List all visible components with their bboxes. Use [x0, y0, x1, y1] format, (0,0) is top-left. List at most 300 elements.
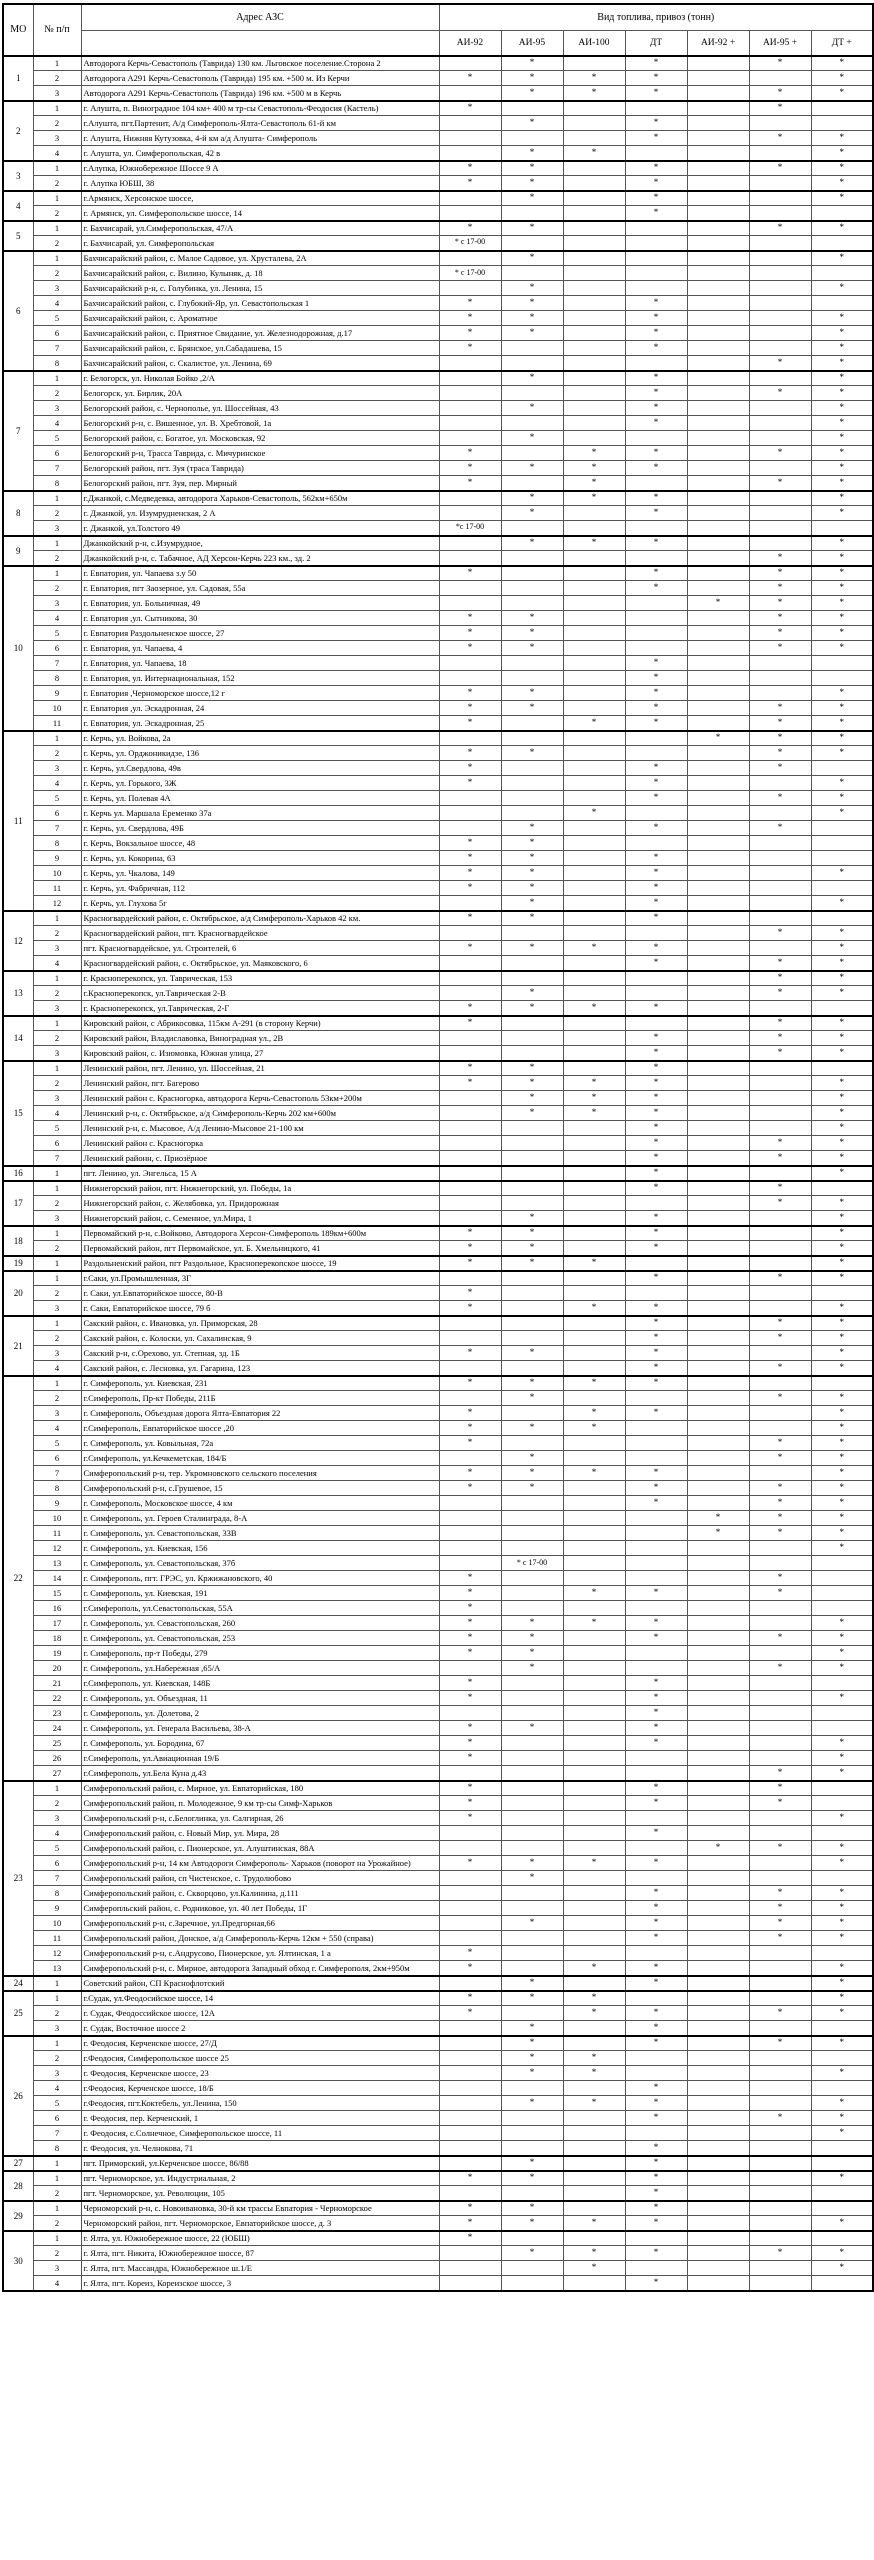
fuel-empty-cell [687, 1001, 749, 1016]
fuel-empty-cell [749, 491, 811, 506]
fuel-empty-cell [439, 1316, 501, 1331]
row-number-cell: 4 [33, 1826, 81, 1841]
fuel-available-cell: * [625, 536, 687, 551]
fuel-available-cell: * [625, 401, 687, 416]
fuel-available-cell: * [811, 341, 873, 356]
fuel-available-cell: * [625, 911, 687, 926]
fuel-empty-cell [811, 1586, 873, 1601]
fuel-available-cell: * [749, 221, 811, 236]
fuel-empty-cell [749, 1121, 811, 1136]
station-address-cell: г. Бахчисарай, ул. Симферопольская [81, 236, 439, 251]
fuel-empty-cell [625, 836, 687, 851]
fuel-available-cell: * [439, 1286, 501, 1301]
row-number-cell: 10 [33, 701, 81, 716]
fuel-empty-cell [501, 596, 563, 611]
fuel-available-cell: * [811, 1271, 873, 1286]
fuel-empty-cell [687, 1346, 749, 1361]
fuel-empty-cell [501, 1796, 563, 1811]
fuel-empty-cell [749, 236, 811, 251]
fuel-empty-cell [687, 896, 749, 911]
fuel-available-cell: * [687, 596, 749, 611]
fuel-available-cell: * [749, 581, 811, 596]
station-address-cell: Бахчисарайский район, с. Вилино, Кулыняк, д. 18 [81, 266, 439, 281]
fuel-available-cell: * [439, 101, 501, 116]
row-number-cell: 1 [33, 2171, 81, 2186]
mo-cell: 5 [3, 221, 33, 251]
fuel-empty-cell [811, 1286, 873, 1301]
fuel-available-cell: * [501, 401, 563, 416]
station-address-cell: Сакский р-н, с.Орехово, ул. Степная, зд. 1Б [81, 1346, 439, 1361]
table-row [3, 341, 873, 356]
row-number-cell: 9 [33, 686, 81, 701]
table-row [3, 986, 873, 1001]
table-row [3, 176, 873, 191]
fuel-available-cell: * [501, 836, 563, 851]
fuel-empty-cell [687, 1556, 749, 1571]
row-number-cell: 4 [33, 2081, 81, 2096]
header-mo: МО [3, 4, 33, 56]
fuel-empty-cell [749, 656, 811, 671]
row-number-cell: 4 [33, 146, 81, 161]
mo-cell: 12 [3, 911, 33, 971]
fuel-empty-cell [687, 611, 749, 626]
fuel-empty-cell [563, 1061, 625, 1076]
fuel-available-cell: * [749, 2111, 811, 2126]
fuel-empty-cell [687, 2201, 749, 2216]
fuel-empty-cell [563, 1226, 625, 1241]
table-row [3, 1361, 873, 1376]
fuel-available-cell: * [625, 446, 687, 461]
fuel-empty-cell [439, 356, 501, 371]
fuel-available-cell: * [811, 416, 873, 431]
mo-cell: 26 [3, 2036, 33, 2156]
table-row [3, 101, 873, 116]
fuel-available-cell: * [811, 1046, 873, 1061]
row-number-cell: 5 [33, 1121, 81, 1136]
fuel-available-cell: * [501, 1661, 563, 1676]
fuel-empty-cell [563, 1796, 625, 1811]
fuel-empty-cell [749, 806, 811, 821]
fuel-available-cell: * [811, 731, 873, 746]
fuel-available-cell: * [501, 1376, 563, 1391]
fuel-empty-cell [439, 2276, 501, 2291]
table-row [3, 356, 873, 371]
table-row [3, 1421, 873, 1436]
fuel-empty-cell [749, 1211, 811, 1226]
table-row [3, 926, 873, 941]
fuel-empty-cell [749, 1241, 811, 1256]
station-address-cell: пгт. Приморский, ул.Керченское шоссе, 86/88 [81, 2156, 439, 2171]
fuel-available-cell: * [439, 176, 501, 191]
fuel-empty-cell [563, 1211, 625, 1226]
fuel-available-cell: * [563, 716, 625, 731]
fuel-empty-cell [439, 206, 501, 221]
table-row [3, 1766, 873, 1781]
fuel-available-cell: * [439, 1856, 501, 1871]
fuel-empty-cell [439, 416, 501, 431]
fuel-available-cell: * [625, 1496, 687, 1511]
station-address-cell: г. Керчь ул. Маршала Еременко 37а [81, 806, 439, 821]
table-row [3, 2081, 873, 2096]
fuel-empty-cell [811, 2141, 873, 2156]
station-address-cell: Автодорога А291 Керчь-Севастополь (Таврида) 195 км. +500 м. Из Керчи [81, 71, 439, 86]
fuel-empty-cell [625, 611, 687, 626]
fuel-empty-cell [687, 2246, 749, 2261]
fuel-empty-cell [687, 791, 749, 806]
fuel-empty-cell [687, 1856, 749, 1871]
row-number-cell: 10 [33, 866, 81, 881]
fuel-empty-cell [625, 236, 687, 251]
fuel-empty-cell [501, 2186, 563, 2201]
fuel-empty-cell [687, 1196, 749, 1211]
fuel-available-cell: * [439, 1691, 501, 1706]
fuel-empty-cell [687, 146, 749, 161]
table-row [3, 146, 873, 161]
fuel-empty-cell [625, 2051, 687, 2066]
fuel-empty-cell [501, 1301, 563, 1316]
table-row [3, 1106, 873, 1121]
fuel-empty-cell [563, 2036, 625, 2051]
fuel-empty-cell [749, 521, 811, 536]
fuel-available-cell: * [749, 1931, 811, 1946]
fuel-empty-cell [625, 731, 687, 746]
fuel-empty-cell [749, 116, 811, 131]
fuel-empty-cell [687, 236, 749, 251]
fuel-available-cell: * [501, 701, 563, 716]
fuel-empty-cell [687, 1811, 749, 1826]
row-number-cell: 2 [33, 1031, 81, 1046]
fuel-empty-cell [687, 356, 749, 371]
row-number-cell: 2 [33, 2006, 81, 2021]
fuel-available-cell: * [625, 1406, 687, 1421]
station-address-cell: Автодорога А291 Керчь-Севастополь (Таврида) 196 км. +500 м в Керчь [81, 86, 439, 101]
row-number-cell: 3 [33, 2021, 81, 2036]
fuel-empty-cell [501, 131, 563, 146]
fuel-available-cell: * [749, 986, 811, 1001]
fuel-empty-cell [811, 2201, 873, 2216]
fuel-available-cell: * [439, 776, 501, 791]
station-address-cell: г. Евпатория, пгт Заозерное, ул. Садовая, 55а [81, 581, 439, 596]
fuel-empty-cell [811, 2186, 873, 2201]
fuel-empty-cell [563, 776, 625, 791]
row-number-cell: 14 [33, 1571, 81, 1586]
row-number-cell: 8 [33, 2141, 81, 2156]
fuel-empty-cell [439, 551, 501, 566]
table-row [3, 701, 873, 716]
station-address-cell: Кировский район, Владиславовка, Виноградная ул., 2В [81, 1031, 439, 1046]
fuel-empty-cell [501, 926, 563, 941]
fuel-available-cell: * [501, 1076, 563, 1091]
fuel-empty-cell [439, 1976, 501, 1991]
station-address-cell: Белогорский р-н, с. Вишенное, ул. В. Хребтовой, 1а [81, 416, 439, 431]
fuel-available-cell: * [749, 356, 811, 371]
fuel-available-cell: * [811, 71, 873, 86]
fuel-available-cell: * [625, 776, 687, 791]
fuel-empty-cell [563, 1556, 625, 1571]
fuel-available-cell: * [439, 1421, 501, 1436]
fuel-empty-cell [563, 1571, 625, 1586]
fuel-empty-cell [563, 551, 625, 566]
fuel-available-cell: * [811, 1511, 873, 1526]
fuel-available-cell: * [439, 1076, 501, 1091]
fuel-available-cell: * [501, 1106, 563, 1121]
fuel-available-cell: * [625, 2156, 687, 2171]
mo-cell: 10 [3, 566, 33, 731]
fuel-available-cell: * [439, 1796, 501, 1811]
fuel-empty-cell [563, 1541, 625, 1556]
fuel-empty-cell [749, 2261, 811, 2276]
mo-cell: 13 [3, 971, 33, 1016]
fuel-empty-cell [687, 536, 749, 551]
fuel-empty-cell [439, 806, 501, 821]
fuel-available-cell: * [625, 761, 687, 776]
fuel-available-cell: * [811, 626, 873, 641]
fuel-empty-cell [439, 1181, 501, 1196]
station-address-cell: Белогорский район, пгт. Зуя (траса Таврида) [81, 461, 439, 476]
fuel-available-cell: * [749, 446, 811, 461]
table-row [3, 401, 873, 416]
fuel-empty-cell [749, 2051, 811, 2066]
fuel-empty-cell [749, 866, 811, 881]
station-address-cell: г. Алушта, Нижняя Кутузовка, 4-й км а/д Алушта- Симферополь [81, 131, 439, 146]
fuel-empty-cell [563, 341, 625, 356]
table-row [3, 536, 873, 551]
fuel-available-cell: * [811, 2216, 873, 2231]
fuel-empty-cell [439, 926, 501, 941]
fuel-available-cell: * [749, 131, 811, 146]
fuel-empty-cell [625, 1811, 687, 1826]
fuel-empty-cell [563, 2276, 625, 2291]
fuel-empty-cell [439, 401, 501, 416]
station-address-cell: г. Симферополь, Московское шоссе, 4 км [81, 1496, 439, 1511]
fuel-empty-cell [439, 506, 501, 521]
fuel-empty-cell [501, 1181, 563, 1196]
fuel-empty-cell [501, 716, 563, 731]
fuel-empty-cell [563, 1601, 625, 1616]
row-number-cell: 1 [33, 1061, 81, 1076]
fuel-available-cell: * [563, 2051, 625, 2066]
fuel-empty-cell [625, 1766, 687, 1781]
fuel-empty-cell [563, 926, 625, 941]
fuel-empty-cell [687, 1121, 749, 1136]
row-number-cell: 5 [33, 431, 81, 446]
fuel-available-cell: * [811, 401, 873, 416]
table-row [3, 56, 873, 71]
fuel-available-cell: * [439, 1781, 501, 1796]
fuel-empty-cell [563, 1916, 625, 1931]
table-row [3, 131, 873, 146]
fuel-available-cell: * [563, 1106, 625, 1121]
station-address-cell: г. Евпатория, ул. Чапаева, 18 [81, 656, 439, 671]
fuel-empty-cell [811, 671, 873, 686]
fuel-available-cell: * [501, 1721, 563, 1736]
fuel-empty-cell [439, 2111, 501, 2126]
fuel-empty-cell [563, 161, 625, 176]
row-number-cell: 12 [33, 896, 81, 911]
table-row [3, 1871, 873, 1886]
fuel-empty-cell [687, 281, 749, 296]
fuel-available-cell: * [811, 956, 873, 971]
fuel-available-cell: * [749, 1766, 811, 1781]
fuel-available-cell: * [811, 1541, 873, 1556]
station-address-cell: Джанкойский р-н, с.Изумрудное, [81, 536, 439, 551]
fuel-available-cell: * [749, 1016, 811, 1031]
fuel-empty-cell [439, 731, 501, 746]
fuel-empty-cell [811, 1376, 873, 1391]
table-row [3, 2006, 873, 2021]
fuel-empty-cell [749, 851, 811, 866]
fuel-available-cell: * [749, 1796, 811, 1811]
table-row [3, 641, 873, 656]
fuel-empty-cell [749, 1376, 811, 1391]
fuel-available-cell: * [625, 851, 687, 866]
fuel-empty-cell [687, 116, 749, 131]
mo-cell: 16 [3, 1166, 33, 1181]
station-address-cell: г. Саки, Евпаторийское шоссе, 79 б [81, 1301, 439, 1316]
fuel-empty-cell [501, 806, 563, 821]
fuel-empty-cell [563, 566, 625, 581]
row-number-cell: 4 [33, 1361, 81, 1376]
station-address-cell: Черноморский р-н, с. Новоивановка, 30-й км трассы Евпатория - Черноморское [81, 2201, 439, 2216]
fuel-available-cell: * [501, 881, 563, 896]
fuel-available-cell: * [501, 1871, 563, 1886]
table-row [3, 1991, 873, 2006]
fuel-empty-cell [687, 566, 749, 581]
fuel-available-cell: * [501, 1451, 563, 1466]
station-address-cell: г.Судак, ул.Феодосийское шоссе, 14 [81, 1991, 439, 2006]
fuel-empty-cell [563, 2186, 625, 2201]
fuel-available-cell: * [625, 1916, 687, 1931]
table-row [3, 1391, 873, 1406]
fuel-empty-cell [687, 1496, 749, 1511]
fuel-available-cell: * [749, 1181, 811, 1196]
fuel-available-cell: * [811, 1421, 873, 1436]
station-address-cell: г. Керчь, ул.Свердлова, 49в [81, 761, 439, 776]
fuel-empty-cell [563, 1811, 625, 1826]
row-number-cell: 2 [33, 176, 81, 191]
fuel-empty-cell [687, 1331, 749, 1346]
fuel-empty-cell [749, 1751, 811, 1766]
table-row [3, 1091, 873, 1106]
fuel-empty-cell [749, 536, 811, 551]
fuel-empty-cell [563, 1151, 625, 1166]
fuel-available-cell: * [811, 746, 873, 761]
fuel-empty-cell [749, 1466, 811, 1481]
fuel-empty-cell [625, 1556, 687, 1571]
fuel-available-cell: * [439, 1226, 501, 1241]
fuel-empty-cell [563, 2141, 625, 2156]
fuel-empty-cell [563, 1721, 625, 1736]
fuel-empty-cell [749, 296, 811, 311]
fuel-empty-cell [439, 656, 501, 671]
fuel-available-cell: * [501, 2216, 563, 2231]
mo-cell: 23 [3, 1781, 33, 1976]
fuel-available-cell: * [501, 2156, 563, 2171]
fuel-empty-cell [749, 206, 811, 221]
fuel-available-cell: * [625, 326, 687, 341]
fuel-empty-cell [625, 146, 687, 161]
station-address-cell: г. Керчь, Вокзальное шоссе, 48 [81, 836, 439, 851]
table-row [3, 1451, 873, 1466]
fuel-empty-cell [563, 236, 625, 251]
fuel-empty-cell [687, 386, 749, 401]
fuel-available-cell: * [501, 611, 563, 626]
fuel-empty-cell [439, 2141, 501, 2156]
fuel-empty-cell [749, 2066, 811, 2081]
row-number-cell: 8 [33, 1886, 81, 1901]
row-number-cell: 4 [33, 1421, 81, 1436]
fuel-empty-cell [749, 371, 811, 386]
row-number-cell: 1 [33, 1166, 81, 1181]
fuel-empty-cell [563, 656, 625, 671]
fuel-empty-cell [563, 1631, 625, 1646]
fuel-available-cell: * [625, 341, 687, 356]
mo-cell: 29 [3, 2201, 33, 2231]
mo-cell: 6 [3, 251, 33, 371]
fuel-empty-cell [439, 116, 501, 131]
fuel-empty-cell [563, 821, 625, 836]
fuel-available-cell: * [625, 1211, 687, 1226]
header-fuel-ai92plus: АИ-92 + [687, 30, 749, 56]
fuel-empty-cell [439, 371, 501, 386]
fuel-available-cell: * [625, 386, 687, 401]
fuel-available-cell: * [811, 1406, 873, 1421]
fuel-available-cell: * [811, 1166, 873, 1181]
table-row [3, 1286, 873, 1301]
fuel-empty-cell [563, 866, 625, 881]
row-number-cell: 22 [33, 1691, 81, 1706]
table-row [3, 311, 873, 326]
fuel-available-cell: * [439, 701, 501, 716]
fuel-empty-cell [687, 476, 749, 491]
fuel-empty-cell [439, 2021, 501, 2036]
row-number-cell: 8 [33, 836, 81, 851]
fuel-empty-cell [439, 1391, 501, 1406]
row-number-cell: 1 [33, 1316, 81, 1331]
row-number-cell: 3 [33, 1346, 81, 1361]
fuel-empty-cell [687, 1361, 749, 1376]
station-address-cell: г.Симферополь, ул. Киевская, 148Б [81, 1676, 439, 1691]
station-address-cell: Симферопольский район, с. Мирное, ул. Евпаторийская, 180 [81, 1781, 439, 1796]
fuel-empty-cell [563, 671, 625, 686]
station-address-cell: г. Симферополь, ул. Севастопольская, 33В [81, 1526, 439, 1541]
table-row [3, 1616, 873, 1631]
fuel-empty-cell [439, 86, 501, 101]
row-number-cell: 1 [33, 491, 81, 506]
fuel-available-cell: * [625, 2186, 687, 2201]
row-number-cell: 2 [33, 1076, 81, 1091]
fuel-empty-cell [687, 461, 749, 476]
fuel-available-cell: * [625, 2036, 687, 2051]
station-address-cell: г. Симферополь, ул. Генерала Васильева, 38-А [81, 1721, 439, 1736]
fuel-empty-cell [563, 1766, 625, 1781]
table-row [3, 1226, 873, 1241]
fuel-empty-cell [563, 1481, 625, 1496]
station-address-cell: г. Евпатория, ул. Интернациональная, 152 [81, 671, 439, 686]
fuel-empty-cell [687, 1946, 749, 1961]
fuel-empty-cell [439, 2066, 501, 2081]
fuel-empty-cell [563, 1661, 625, 1676]
station-address-cell: Симферопольский район, с. Пионерское, ул. Алуштинская, 88А [81, 1841, 439, 1856]
station-address-cell: г. Симферополь, ул. Долетова, 2 [81, 1706, 439, 1721]
fuel-empty-cell [749, 1166, 811, 1181]
row-number-cell: 3 [33, 131, 81, 146]
fuel-available-cell: * [625, 2201, 687, 2216]
fuel-empty-cell [563, 626, 625, 641]
fuel-available-cell: * [501, 2021, 563, 2036]
fuel-available-cell: * [625, 1706, 687, 1721]
fuel-available-cell: * [439, 221, 501, 236]
